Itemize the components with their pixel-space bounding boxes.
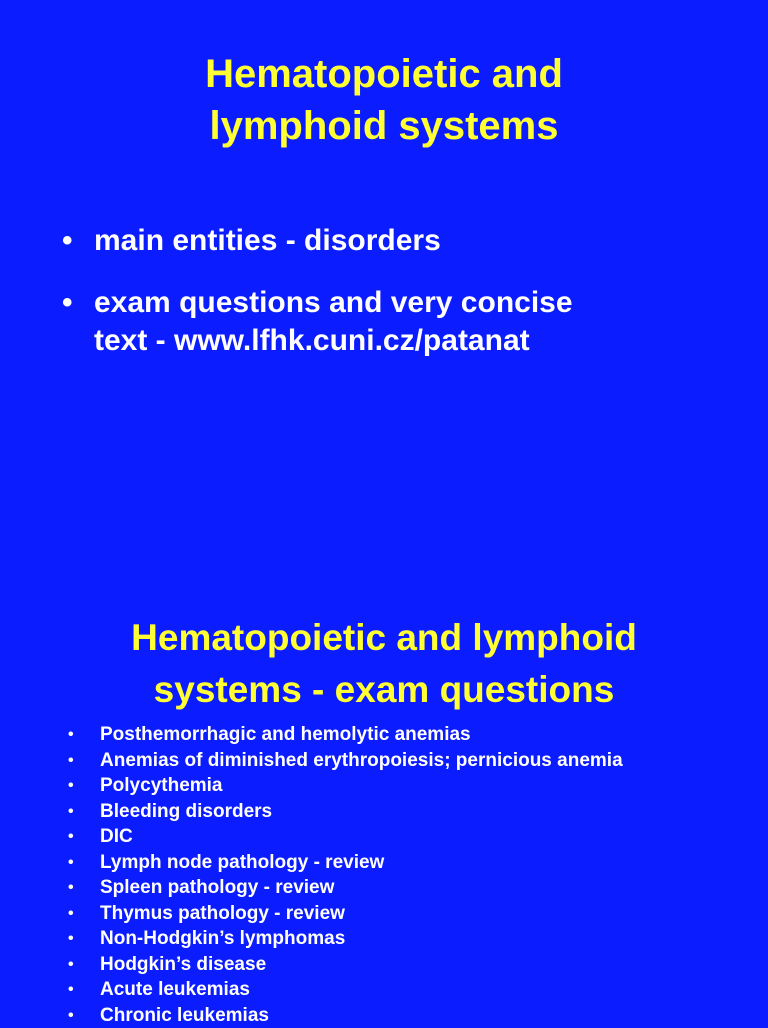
- bullet-icon: •: [68, 722, 74, 748]
- exam-question-text: Bleeding disorders: [100, 801, 272, 822]
- bullet-text: main entities - disorders: [94, 222, 742, 260]
- slide-1-title-line-2: lymphoid systems: [0, 100, 768, 152]
- exam-question-item: [68, 977, 758, 1003]
- bullet-icon: •: [68, 875, 74, 901]
- slide-2: [0, 560, 768, 1024]
- bullet-icon: •: [68, 748, 74, 774]
- exam-question-text: Hodgkin’s disease: [100, 954, 266, 975]
- bullet-icon: •: [62, 222, 73, 260]
- exam-question-text: Thymus pathology - review: [100, 903, 345, 924]
- slide-1-bullet-item: [62, 284, 742, 360]
- exam-question-item: [68, 850, 758, 876]
- exam-question-item: [68, 748, 758, 774]
- exam-question-text: Polycythemia: [100, 775, 223, 796]
- slide-1-bullet-item: [62, 222, 742, 260]
- bullet-icon: •: [68, 952, 74, 978]
- exam-question-item: [68, 722, 758, 748]
- bullet-icon: •: [62, 284, 73, 322]
- exam-question-item: [68, 901, 758, 927]
- slide-2-title-line-1: Hematopoietic and lymphoid: [0, 612, 768, 664]
- exam-question-text: Chronic leukemias: [100, 1005, 269, 1026]
- exam-question-item: [68, 773, 758, 799]
- exam-question-item: [68, 952, 758, 978]
- bullet-icon: •: [68, 926, 74, 952]
- bullet-icon: •: [68, 799, 74, 825]
- exam-questions-list: [68, 722, 758, 1028]
- exam-question-item: [68, 926, 758, 952]
- bullet-text-line-1: exam questions and very concise: [94, 284, 742, 322]
- bullet-icon: •: [68, 850, 74, 876]
- exam-question-text: Anemias of diminished erythropoiesis; pernicious anemia: [100, 750, 623, 771]
- exam-question-item: [68, 1003, 758, 1028]
- exam-question-text: Acute leukemias: [100, 979, 250, 1000]
- slide-2-title-line-2: systems - exam questions: [0, 664, 768, 716]
- bullet-icon: •: [68, 977, 74, 1003]
- exam-question-text: Lymph node pathology - review: [100, 852, 384, 873]
- exam-question-text: DIC: [100, 826, 133, 847]
- slide-2-title: [0, 612, 768, 716]
- slide-1-title-line-1: Hematopoietic and: [0, 48, 768, 100]
- bullet-icon: •: [68, 773, 74, 799]
- bullet-text-line-2: text - www.lfhk.cuni.cz/patanat: [94, 322, 742, 360]
- slide-1-title: [0, 48, 768, 152]
- exam-question-text: Posthemorrhagic and hemolytic anemias: [100, 724, 471, 745]
- exam-question-item: [68, 875, 758, 901]
- bullet-icon: •: [68, 824, 74, 850]
- exam-question-item: [68, 799, 758, 825]
- exam-question-text: Non-Hodgkin’s lymphomas: [100, 928, 345, 949]
- exam-question-item: [68, 824, 758, 850]
- bullet-icon: •: [68, 1003, 74, 1028]
- bullet-icon: •: [68, 901, 74, 927]
- exam-question-text: Spleen pathology - review: [100, 877, 334, 898]
- slide-1-bullet-list: [62, 222, 742, 384]
